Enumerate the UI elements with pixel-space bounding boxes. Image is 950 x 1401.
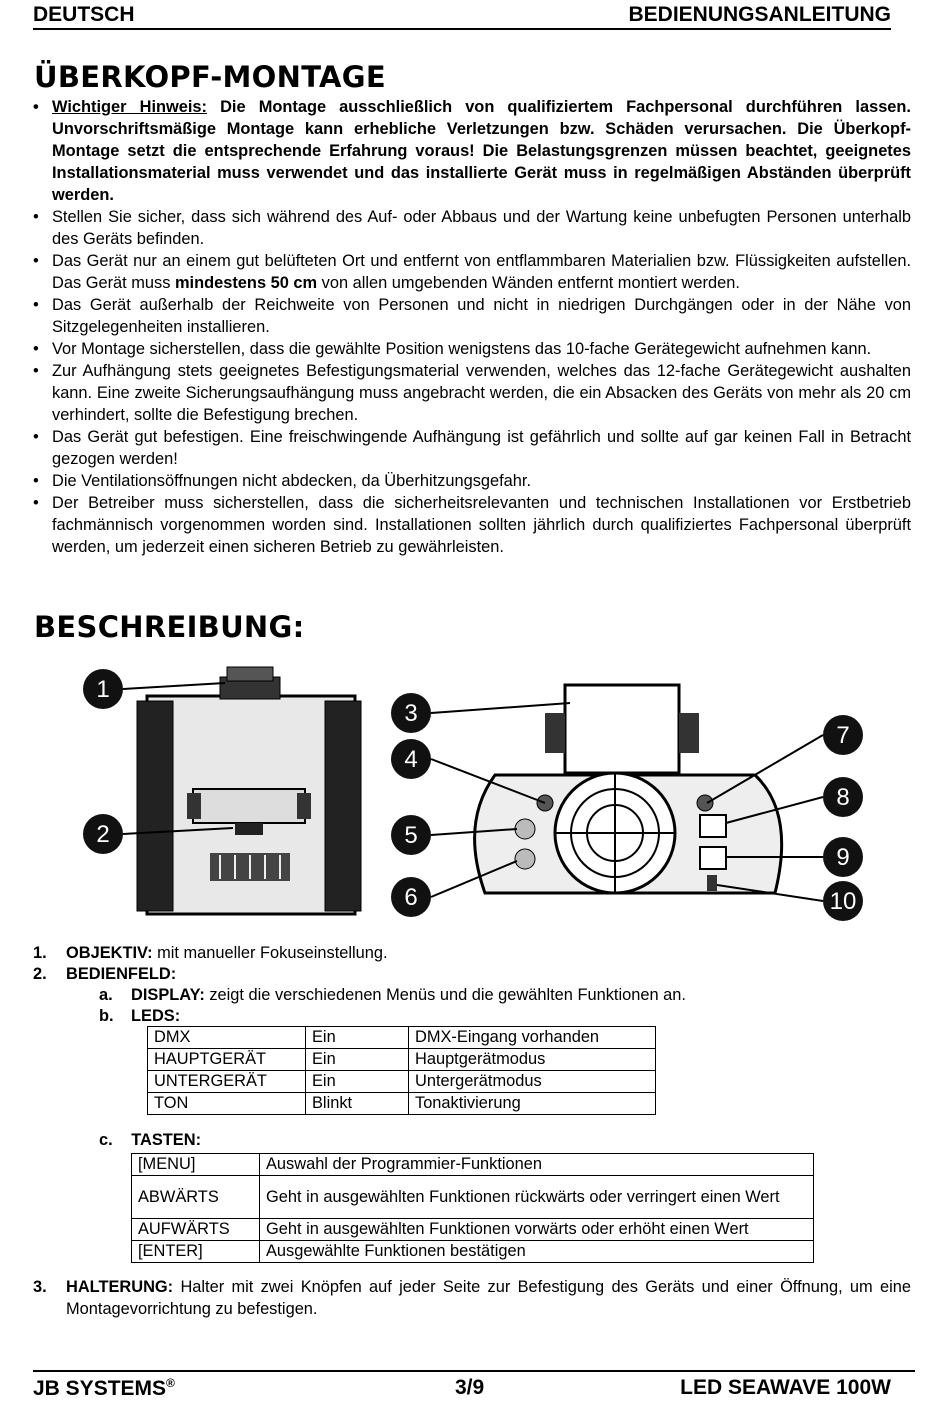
safety-list — [33, 96, 911, 558]
callout-1: 1 — [96, 676, 110, 703]
callout-4: 4 — [404, 746, 418, 773]
callout-3: 3 — [404, 700, 418, 727]
section-title-description: BESCHREIBUNG: — [34, 610, 305, 644]
device-rear-view — [475, 685, 782, 893]
callout-6: 6 — [404, 884, 418, 911]
callout-2: 2 — [96, 821, 110, 848]
callout-8: 8 — [836, 784, 850, 811]
section-title-overhead: ÜBERKOPF-MONTAGE — [34, 60, 386, 94]
page-footer — [33, 1370, 915, 1399]
list-item: • Das Gerät gut befestigen. Eine freischwingende Aufhängung ist gefährlich und sollte auf gar keinen Fall in Betracht gezogen werden! — [33, 426, 911, 470]
callout-7: 7 — [836, 722, 850, 749]
item-bracket: 3. HALTERUNG: Halter mit zwei Knöpfen auf jeder Seite zur Befestigung des Geräts und einer Öffnung, um eine Montagevorrichtung zu befestigen. — [33, 1278, 911, 1318]
device-side-view — [137, 667, 361, 914]
callout-10: 10 — [829, 888, 857, 915]
item-display: a. DISPLAY: zeigt die verschiedenen Menüs und die gewählten Funktionen an. — [99, 986, 686, 1004]
table-row: DMX Ein DMX-Eingang vorhanden — [148, 1027, 656, 1049]
list-item: • Zur Aufhängung stets geeignetes Befestigungsmaterial verwenden, welches das 12-fache Gerätegewicht aushalten kann. Eine zweite Sicherungsaufhängung muss angebracht werden, die ein Absacken des Geräts von mehr als 20 cm verhindert, sollte die Befestigung brechen. — [33, 360, 911, 426]
header-language: DEUTSCH — [33, 3, 135, 26]
table-row: TON Blinkt Tonaktivierung — [148, 1093, 656, 1115]
list-item: • Vor Montage sicherstellen, dass die gewählte Position wenigstens das 10-fache Gerätegewicht aufnehmen kann. — [33, 338, 911, 360]
page-header — [33, 2, 891, 30]
page-number: 3/9 — [455, 1376, 485, 1399]
item-control-panel: 2. BEDIENFELD: — [33, 965, 177, 983]
list-item: • Das Gerät nur an einem gut belüfteten Ort und entfernt von entflammbaren Materialien bzw. Flüssigkeiten aufstellen. Das Gerät muss mindestens 50 cm von allen umgebenden Wänden entfernt montiert werden. — [33, 250, 911, 294]
list-item: • Die Ventilationsöffnungen nicht abdecken, da Überhitzungsgefahr. — [33, 470, 911, 492]
item-leds: b. LEDS: — [99, 1007, 181, 1025]
item-keys: c. TASTEN: — [99, 1131, 202, 1149]
callout-5: 5 — [404, 822, 418, 849]
table-row: HAUPTGERÄT Ein Hauptgerätmodus — [148, 1049, 656, 1071]
footer-product: LED SEAWAVE 100W — [680, 1376, 891, 1399]
list-item: • Das Gerät außerhalb der Reichweite von Personen und nicht in niedrigen Durchgängen oder in der Nähe von Sitzgelegenheiten installieren. — [33, 294, 911, 338]
list-item: • Stellen Sie sicher, dass sich während des Auf- oder Abbaus und der Wartung keine unbefugten Personen unterhalb des Geräts befinden. — [33, 206, 911, 250]
item-lens: 1. OBJEKTIV: mit manueller Fokuseinstellung. — [33, 944, 388, 962]
list-item: • Der Betreiber muss sicherstellen, dass die sicherheitsrelevanten und technischen Installationen vor Erstbetrieb fachmännisch vorgenommen worden sind. Installationen sollten jährlich durch qualifiziertes Fachpersonal überprüft werden, um jederzeit einen sicheren Betrieb zu gewährleisten. — [33, 492, 911, 558]
table-row: AUFWÄRTS Geht in ausgewählten Funktionen vorwärts oder erhöht einen Wert — [132, 1219, 814, 1241]
description-items — [33, 943, 913, 1027]
table-row: ABWÄRTS Geht in ausgewählten Funktionen rückwärts oder verringert einen Wert — [132, 1176, 814, 1219]
warning-label: Wichtiger Hinweis: — [52, 98, 208, 116]
keys-table — [131, 1153, 814, 1263]
table-row: [ENTER] Ausgewählte Funktionen bestätigen — [132, 1241, 814, 1263]
callout-9: 9 — [836, 844, 850, 871]
leds-table — [147, 1026, 656, 1115]
list-item: • Wichtiger Hinweis: Die Montage ausschließlich von qualifiziertem Fachpersonal durchführen lassen. Unvorschriftsmäßige Montage kann erhebliche Verletzungen bzw. Schäden verursachen. Die Überkopf-Montage setzt die entsprechende Erfahrung voraus! Die Belastungsgrenzen müssen beachtet, geeignetes Installationsmaterial muss verwendet und das installierte Gerät muss in regelmäßigen Abständen überprüft werden. — [33, 96, 911, 206]
table-row: [MENU] Auswahl der Programmier-Funktionen — [132, 1154, 814, 1176]
footer-brand: JB SYSTEMS® — [33, 1376, 175, 1400]
header-doc-type: BEDIENUNGSANLEITUNG — [628, 3, 891, 26]
table-row: UNTERGERÄT Ein Untergerätmodus — [148, 1071, 656, 1093]
device-figure — [75, 663, 875, 925]
